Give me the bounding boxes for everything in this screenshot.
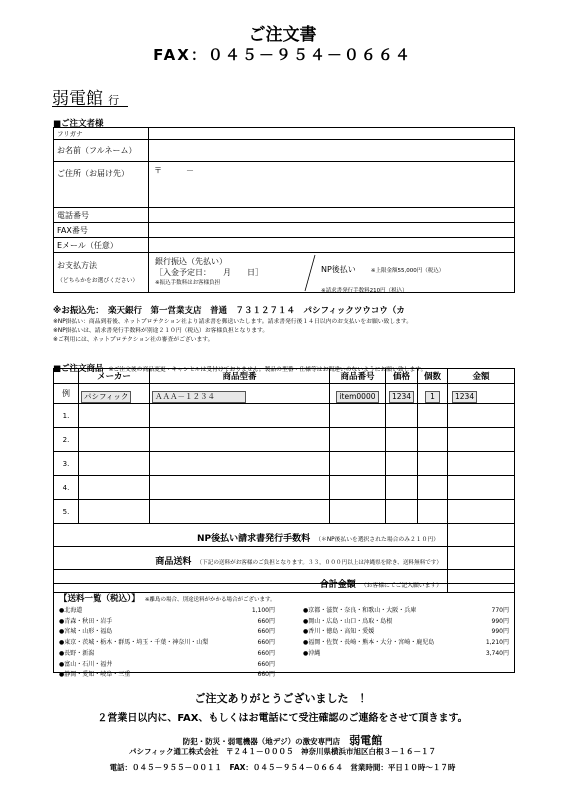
- np-option[interactable]: [321, 257, 444, 294]
- form-title: ご注文書: [248, 25, 317, 45]
- goods-heading-note: ※ご注文後の商品変更・キャンセルは受付けておりません。製品の型番・仕様等はお間違いのないようにお願い致します。: [108, 367, 427, 373]
- col-maker: メーカー: [79, 369, 150, 384]
- phone-label: 電話番号: [54, 208, 149, 223]
- example-row: [54, 384, 515, 404]
- price-cell[interactable]: [386, 500, 418, 524]
- postal-mark: 〒 －: [154, 166, 194, 175]
- item-cell[interactable]: [330, 404, 386, 428]
- payment-sub: （どちらかをお選びください）: [57, 278, 139, 284]
- col-model: 商品型番: [150, 369, 330, 384]
- bank-account: ※お振込先： 楽天銀行 第一営業支店 普通 ７３１２７１４ パシフィックツウコウ（カ: [53, 306, 405, 316]
- payment-divider: [303, 253, 317, 293]
- row-number: 5.: [54, 500, 79, 524]
- shipping-heading: 【送料一覧（税込）】: [59, 594, 140, 604]
- bank-date: ［入金予定日： 月 日］: [155, 268, 263, 277]
- list-item: ●青森・秋田・岩手 660円: [59, 617, 275, 625]
- list-item: ●香川・徳島・高知・愛媛 990円: [303, 628, 509, 636]
- maker-cell[interactable]: [79, 500, 150, 524]
- example-model: ＡＡＡ－１２３４: [152, 391, 246, 403]
- address-label: ご住所（お届け先）: [54, 162, 149, 208]
- fax-label: FAX番号: [54, 223, 149, 238]
- shipping-heading-row: [59, 586, 509, 605]
- qty-cell[interactable]: [418, 500, 448, 524]
- maker-cell[interactable]: [79, 476, 150, 500]
- phone-field[interactable]: [149, 208, 515, 223]
- amount-cell[interactable]: [448, 500, 515, 524]
- price-cell[interactable]: [386, 404, 418, 428]
- model-cell[interactable]: [150, 500, 330, 524]
- payment-label: お支払方法: [57, 261, 97, 270]
- list-item: ●京都・滋賀・奈良・和歌山・大阪・兵庫 770円: [303, 607, 509, 614]
- furigana-field[interactable]: [149, 128, 515, 140]
- col-item: 商品番号: [330, 369, 386, 384]
- col-no: [54, 369, 79, 384]
- maker-cell[interactable]: [79, 452, 150, 476]
- company-address: パシフィック通工株式会社 〒２４１－０００５ 神奈川県横浜市旭区白根３－１６－１７: [129, 747, 436, 756]
- shipping-box: [53, 583, 515, 679]
- amount-cell[interactable]: [448, 404, 515, 428]
- example-qty: 1: [425, 391, 440, 403]
- row-number: 1.: [54, 404, 79, 428]
- shipping-left: [59, 606, 275, 681]
- np-limit: ※上限金額55,000円（税込）: [370, 268, 445, 274]
- shipping-row: [54, 547, 515, 570]
- example-item: item0000: [336, 391, 378, 403]
- amount-cell[interactable]: [448, 476, 515, 500]
- col-qty: 個数: [418, 369, 448, 384]
- contact-info: 電話：０４５－９５５－００１１ FAX：０４５－９５４－０６６４ 営業時間：平日１０時～１７時: [109, 763, 456, 772]
- np-fee-note: （＊NP後払いを選択された場合のみ２１０円）: [315, 536, 439, 543]
- thanks-message: ご注文ありがとうございました ！: [194, 692, 371, 705]
- shipping-label: 商品送料: [155, 556, 192, 567]
- list-item: ●宮城・山形・福島 660円: [59, 628, 275, 636]
- total-label: 合計金額: [319, 579, 356, 590]
- list-item: ●富山・石川・福井 660円: [59, 660, 275, 668]
- item-cell[interactable]: [330, 452, 386, 476]
- email-label: Eメール（任意）: [54, 238, 149, 253]
- list-item: ●岡山・広島・山口・鳥取・島根 990円: [303, 617, 509, 625]
- payment-choice[interactable]: [149, 253, 515, 293]
- shipping-right: [303, 606, 509, 681]
- recipient-name: 弱電館: [52, 89, 103, 109]
- np-fee-amount[interactable]: [448, 524, 515, 547]
- shipping-amount[interactable]: [448, 547, 515, 570]
- furigana-label: フリガナ: [54, 128, 149, 140]
- example-maker: パシフィック: [81, 391, 131, 403]
- price-cell[interactable]: [386, 428, 418, 452]
- shipping-note: （下記の送料がお客様のご負担となります。３３，０００円以上は沖縄県を除き、送料無料です）: [196, 559, 442, 566]
- np-fee: ※請求書発行手数料210円（税込）: [321, 288, 408, 294]
- shop-desc: 防犯・防災・弱電機器（地デジ）の激安専門店: [182, 737, 341, 746]
- list-item: ●静岡・愛知・岐阜・三重 660円: [59, 671, 275, 679]
- np-title: NP後払い: [321, 265, 356, 274]
- goods-table: [53, 368, 515, 593]
- example-amount: 1234: [452, 391, 477, 403]
- table-row: [54, 404, 515, 428]
- name-field[interactable]: [149, 140, 515, 162]
- maker-cell[interactable]: [79, 428, 150, 452]
- np-note-3: ※ご利用には、ネットプロテクション社の審査がございます。: [53, 337, 214, 343]
- row-number: 2.: [54, 428, 79, 452]
- np-note-1: ※NP掛払い：商品到着後、ネットプロテクション社より請求書を郵送いたします。請求書発行後１４日以内のお支払いをお願い致します。: [53, 319, 413, 325]
- payment-label-cell: [54, 253, 149, 293]
- shipping-heading-note: ※離島の場合、別途送料がかかる場合がございます。: [144, 597, 276, 603]
- confirmation-notice: ２営業日以内に、FAX、もしくはお電話にて受注確認のご連絡をさせて頂きます。: [97, 713, 468, 724]
- col-amount: 金額: [448, 369, 515, 384]
- item-cell[interactable]: [330, 500, 386, 524]
- list-item: ●北海道 1,100円: [59, 607, 275, 614]
- model-cell[interactable]: [150, 404, 330, 428]
- bank-option[interactable]: [155, 256, 310, 286]
- table-row: [54, 452, 515, 476]
- np-fee-label: NP後払い請求書発行手数料: [196, 533, 311, 544]
- row-number: 4.: [54, 476, 79, 500]
- amount-cell[interactable]: [448, 428, 515, 452]
- fax-number: FAX：０４５－９５４－０６６４: [153, 46, 412, 64]
- address-field[interactable]: [149, 162, 515, 208]
- qty-cell[interactable]: [418, 476, 448, 500]
- row-number: 3.: [54, 452, 79, 476]
- bank-title: 銀行振込（先払い）: [155, 257, 227, 266]
- customer-heading: ■ご注文者様: [53, 119, 104, 129]
- recipient-underline: [52, 106, 128, 107]
- fax-field[interactable]: [149, 223, 515, 238]
- qty-cell[interactable]: [418, 404, 448, 428]
- table-row: [54, 428, 515, 452]
- item-cell[interactable]: [330, 428, 386, 452]
- shop-name: 弱電館: [349, 734, 383, 747]
- total-note: （お客様にてご記入願います）: [360, 582, 442, 589]
- email-field[interactable]: [149, 238, 515, 253]
- list-item: ●東京・茨城・栃木・群馬・埼玉・千葉・神奈川・山梨 660円: [59, 639, 275, 647]
- np-fee-label-cell: [54, 524, 448, 547]
- model-cell[interactable]: [150, 428, 330, 452]
- example-label: 例: [54, 384, 79, 404]
- list-item: ●福岡・佐賀・長崎・熊本・大分・宮崎・鹿児島 1,210円: [303, 639, 509, 647]
- shipping-label-cell: [54, 547, 448, 570]
- price-cell[interactable]: [386, 476, 418, 500]
- goods-heading: ■ご注文商品: [53, 364, 104, 374]
- qty-cell[interactable]: [418, 428, 448, 452]
- item-cell[interactable]: [330, 476, 386, 500]
- maker-cell[interactable]: [79, 404, 150, 428]
- list-item: ●長野・新潟 660円: [59, 649, 275, 657]
- model-cell[interactable]: [150, 476, 330, 500]
- table-row: [54, 476, 515, 500]
- np-notes: [53, 318, 515, 345]
- qty-cell[interactable]: [418, 452, 448, 476]
- np-fee-row: [54, 524, 515, 547]
- np-note-2: ※NP掛払いは、請求書発行手数料が別途２１０円（税込）お客様負担となります。: [53, 328, 269, 334]
- amount-cell[interactable]: [448, 452, 515, 476]
- model-cell[interactable]: [150, 452, 330, 476]
- price-cell[interactable]: [386, 452, 418, 476]
- bank-note: ※振込手数料はお客様負担: [155, 280, 221, 286]
- table-row: [54, 500, 515, 524]
- shipping-columns: [59, 606, 509, 681]
- list-item: ●沖縄 3,740円: [303, 649, 509, 657]
- col-price: 価格: [386, 369, 418, 384]
- name-label: お名前（フルネーム）: [54, 140, 149, 162]
- recipient-suffix: 行: [108, 94, 120, 107]
- example-price: 1234: [389, 391, 414, 403]
- customer-table: [53, 127, 515, 293]
